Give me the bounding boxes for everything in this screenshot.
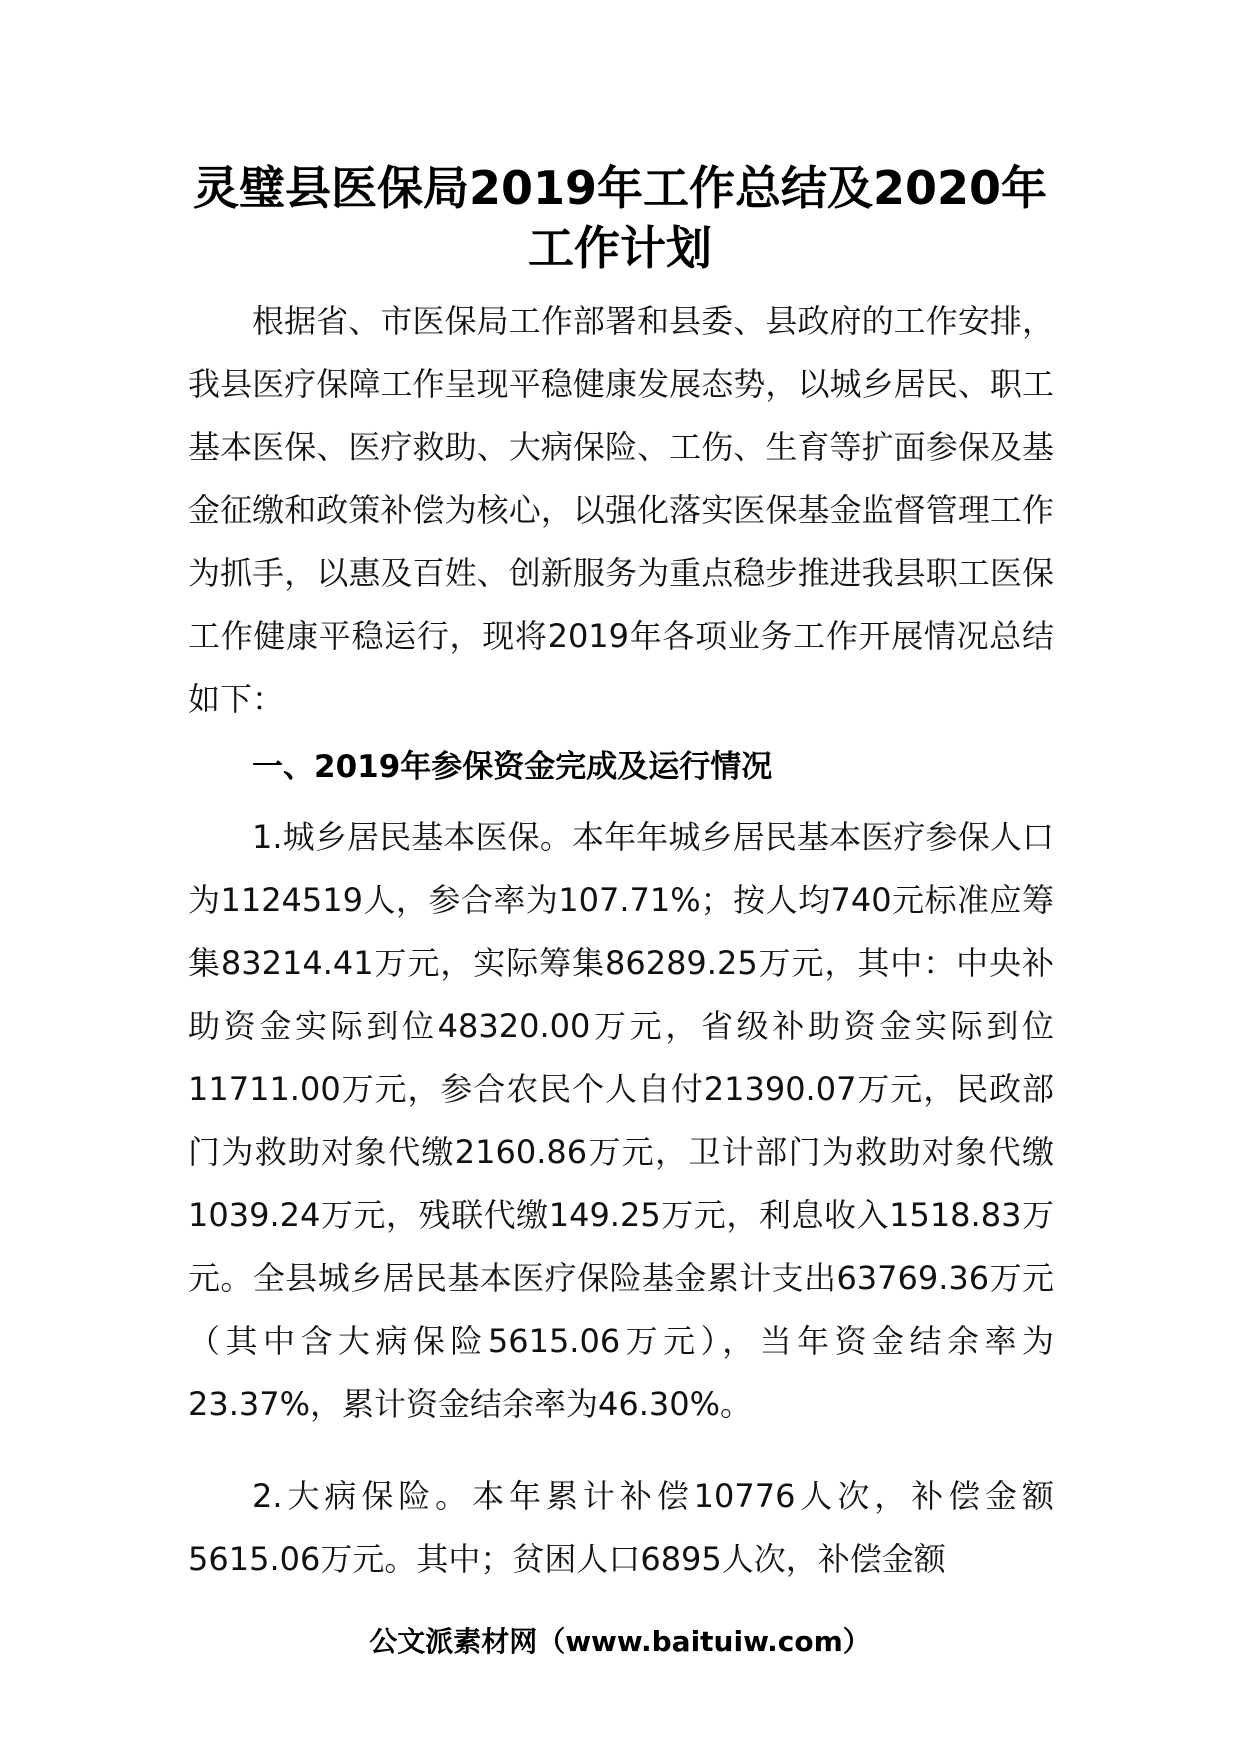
item-2-paragraph: 2.大病保险。本年累计补偿10776人次，补偿金额5615.06万元。其中；贫困人口6895人次，补偿金额 — [188, 1477, 1054, 1578]
footer-watermark: 公文派素材网（www.baituiw.com） — [369, 1625, 871, 1658]
item-1-paragraph: 1.城乡居民基本医保。本年年城乡居民基本医疗参保人口为1124519人，参合率为107.71%；按人均740元标准应筹集83214.41万元，实际筹集86289.25万元，其中：中央补助资金实际到位48320.00万元，省级补助资金实际到位11711.00万元，参合农民个人自付21390.07万元，民政部门为救助对象代缴2160.86万元，卫计部门为救助对象代缴1039.24万元，残联代缴149.25万元，利息收入1518.83万元。全县城乡居民基本医疗保险基金累计支出63769.36万元（其中含大病保险5615.06万元），当年资金结余率为23.37%，累计资金结余率为46.30%。 — [188, 818, 1054, 1423]
intro-paragraph: 根据省、市医保局工作部署和县委、县政府的工作安排，我县医疗保障工作呈现平稳健康发展态势，以城乡居民、职工基本医保、医疗救助、大病保险、工伤、生育等扩面参保及基金征缴和政策补偿为核心，以强化落实医保基金监督管理工作为抓手，以惠及百姓、创新服务为重点稳步推进我县职工医保工作健康平稳运行，现将2019年各项业务工作开展情况总结如下： — [188, 302, 1054, 718]
document-title: 灵璧县医保局2019年工作总结及2020年工作计划 — [192, 161, 1048, 275]
section-heading: 一、2019年参保资金完成及运行情况 — [252, 749, 773, 785]
